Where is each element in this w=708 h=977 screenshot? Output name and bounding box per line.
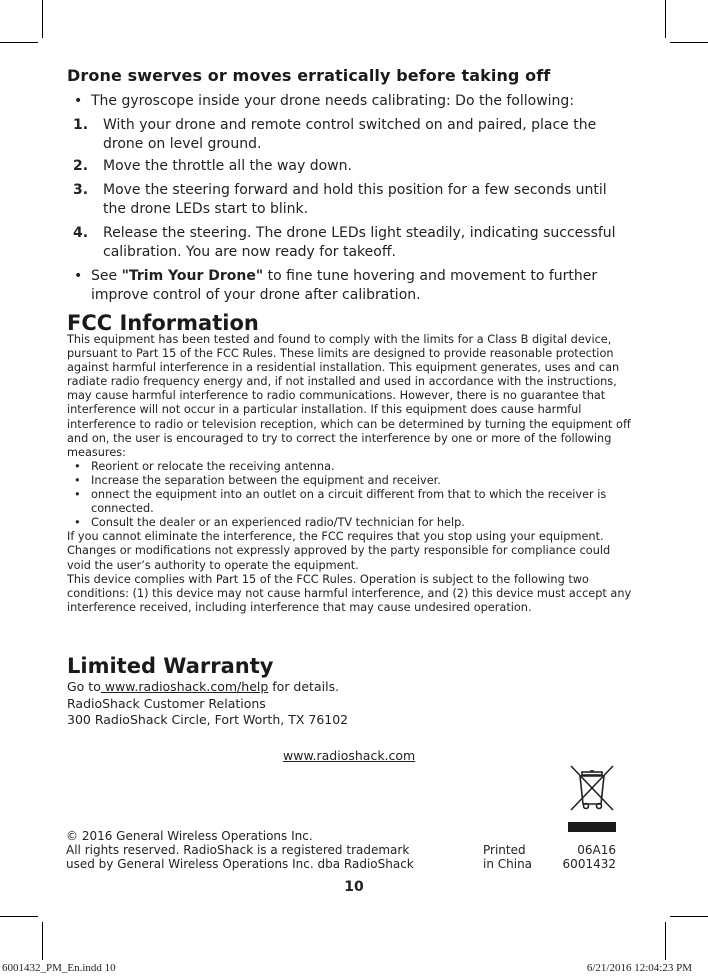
fcc-body xyxy=(67,333,637,615)
list-item: 4. Release the steering. The drone LEDs light steadily, indicating successful calibration. You are now ready for takeoff. xyxy=(73,225,616,260)
fcc-closing: If you cannot eliminate the interference, the FCC requires that you stop using your equipment. Changes or modifications not expressly approved by the party responsible for compliance could void the user’s authority to operate the equipment. xyxy=(67,530,611,572)
crop-mark xyxy=(665,922,666,960)
trim-reference: "Trim Your Drone" xyxy=(121,268,264,284)
section-title-fcc: FCC Information xyxy=(67,311,259,335)
fcc-conditions: This device complies with Part 15 of the FCC Rules. Operation is subject to the following two conditions: (1) this device may not cause harmful interference, and (2) this device must accept any interference received, including interference that may cause undesired operation. xyxy=(67,572,632,614)
crossed-out-wheelie-bin-icon xyxy=(568,762,616,834)
crop-mark xyxy=(665,0,666,38)
warranty-company: RadioShack Customer Relations xyxy=(67,695,266,711)
crop-mark xyxy=(670,916,708,917)
list-item: • Reorient or relocate the receiving antenna. xyxy=(74,459,335,473)
list-item: • onnect the equipment into an outlet on a circuit different from that to which the receiver is connected. xyxy=(74,488,607,516)
warranty-goto: Go to www.radioshack.com/help for details. xyxy=(67,679,340,694)
section-title-drone: Drone swerves or moves erratically before taking off xyxy=(67,66,551,85)
print-slug-left: 6001432_PM_En.indd 10 xyxy=(2,962,116,974)
list-item: 3. Move the steering forward and hold this position for a few seconds until the drone LEDs start to blink. xyxy=(73,182,607,217)
crop-mark xyxy=(42,922,43,960)
printed-in: Printed in China xyxy=(483,843,533,872)
list-item: 2. Move the throttle all the way down. xyxy=(73,158,352,174)
crop-mark xyxy=(670,42,708,43)
product-code: 06A16 6001432 xyxy=(562,843,616,872)
print-slug-right: 6/21/2016 12:04:23 PM xyxy=(586,962,692,974)
list-item: • Consult the dealer or an experienced radio/TV technician for help. xyxy=(74,516,465,530)
warranty-body xyxy=(67,679,348,729)
warranty-address: 300 RadioShack Circle, Fort Worth, TX 76102 xyxy=(67,712,349,727)
list-item: • The gyroscope inside your drone needs calibrating: Do the following: xyxy=(74,93,575,109)
website-link[interactable]: www.radioshack.com xyxy=(283,748,416,763)
fcc-intro: This equipment has been tested and found to comply with the limits for a Class B digital device, pursuant to Part 15 of the FCC Rules. These limits are designed to provide reasonable protection against harmful interference in a residential installation. This equipment generates, uses and can radiate radio frequency energy and, if not installed and used in accordance with the instructions, may cause harmful interference to radio communications. However, there is no guarantee that interference will not occur in a particular installation. If this equipment does cause harmful interference to radio or television reception, which can be determined by turning the equipment off and on, the user is encouraged to try to correct the interference by one or more of the following measures: xyxy=(67,333,631,459)
list-item: • Increase the separation between the equipment and receiver. xyxy=(74,473,441,487)
help-link[interactable]: www.radioshack.com/help xyxy=(100,679,269,694)
list-item: • See "Trim Your Drone" to fine tune hovering and movement to further improve control of your drone after calibration. xyxy=(74,268,598,303)
crop-mark xyxy=(0,42,38,43)
crop-mark xyxy=(42,0,43,38)
calibration-list xyxy=(67,92,627,305)
page-number: 10 xyxy=(344,879,364,895)
section-title-warranty: Limited Warranty xyxy=(67,654,274,678)
crop-mark xyxy=(0,916,38,917)
list-item: 1. With your drone and remote control switched on and paired, place the drone on level ground. xyxy=(73,117,597,152)
copyright: © 2016 General Wireless Operations Inc. All rights reserved. RadioShack is a registered trademark used by General Wireless Operations Inc. dba RadioShack xyxy=(66,829,414,872)
